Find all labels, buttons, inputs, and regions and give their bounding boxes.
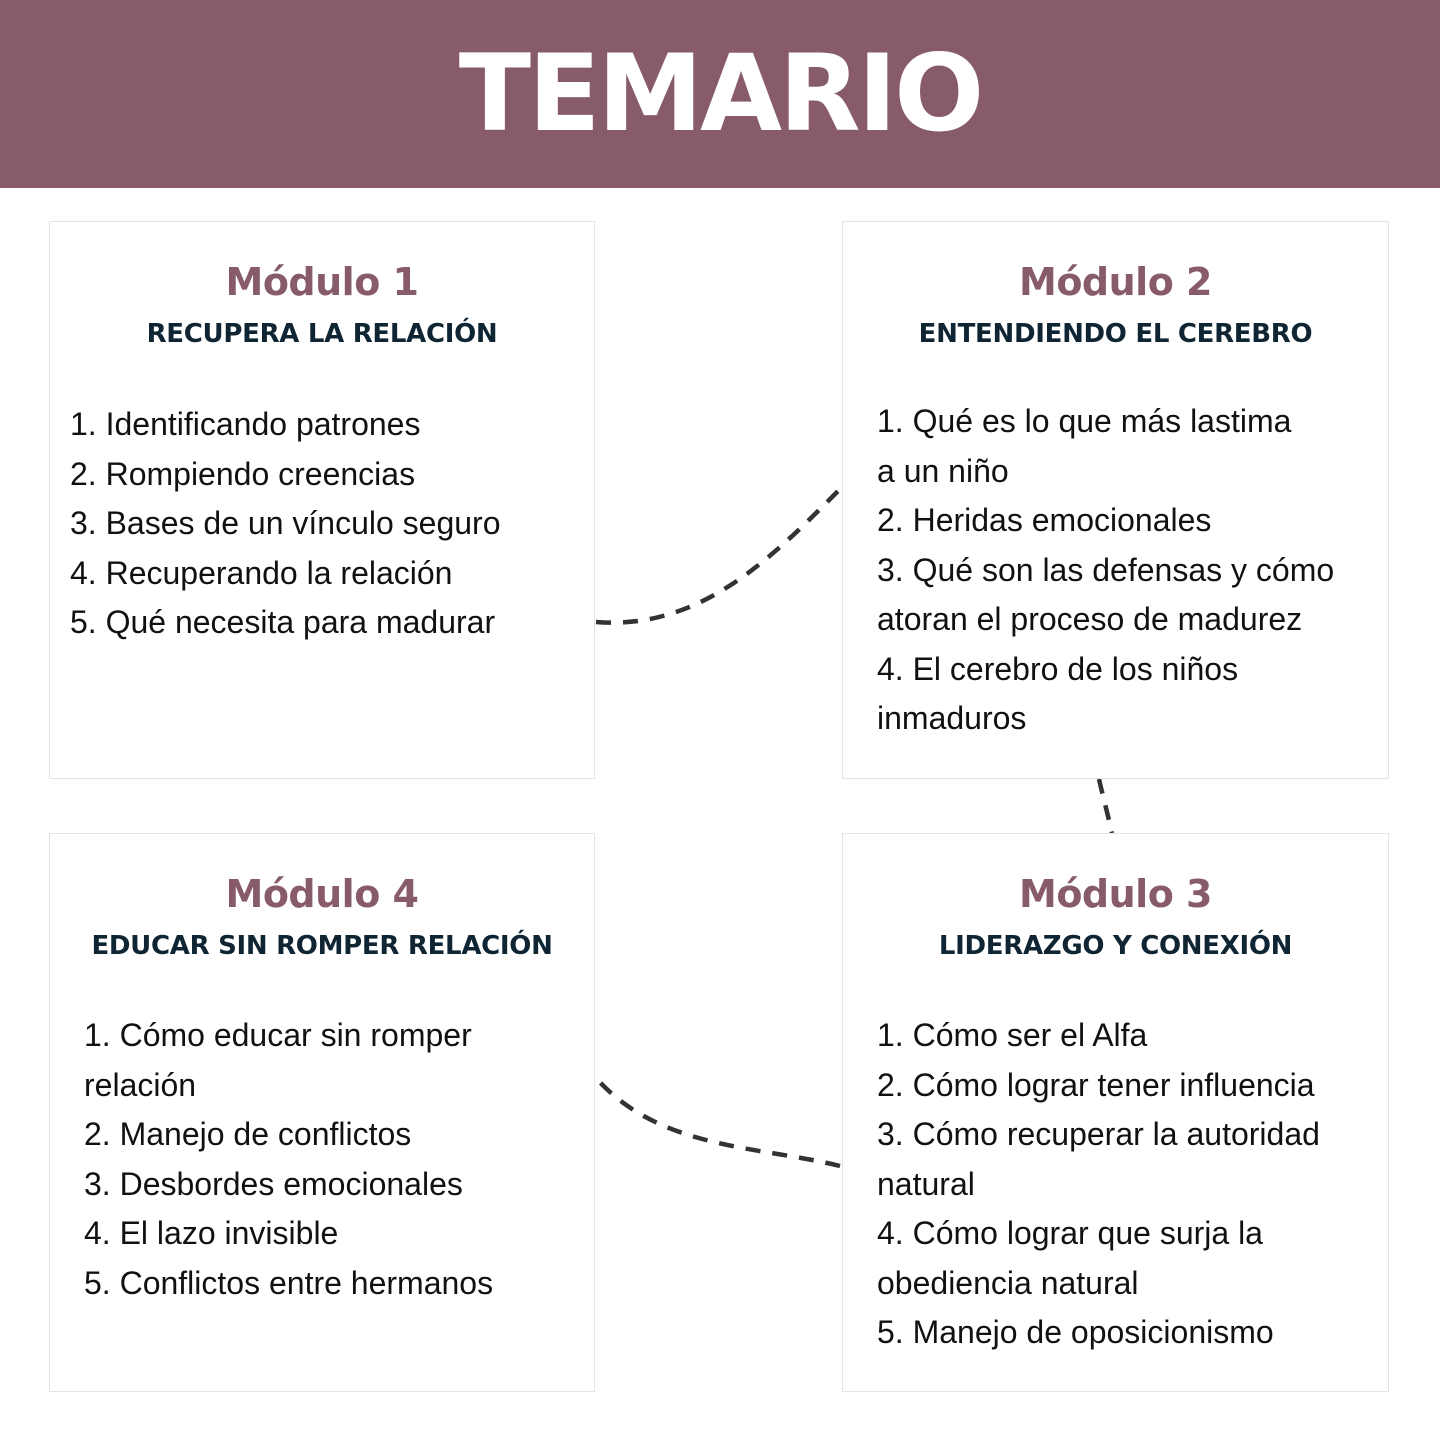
- topic-list: [877, 397, 1382, 744]
- list-item: 4. Recuperando la relación: [70, 554, 453, 591]
- list-item: 1. Cómo educar sin romper: [84, 1017, 472, 1053]
- topic-list: [877, 1011, 1382, 1358]
- connector-module-3-to-4: [596, 1078, 840, 1166]
- list-item: 2. Cómo lograr tener influencia: [877, 1066, 1315, 1103]
- module-card-3: [842, 833, 1389, 1392]
- list-item: 4. El cerebro de los niños: [877, 650, 1239, 687]
- list-item: 1. Cómo ser el Alfa: [877, 1017, 1148, 1053]
- connector-module-2-to-3: [1099, 779, 1112, 833]
- module-subtitle: EDUCAR SIN ROMPER RELACIÓN: [91, 931, 553, 961]
- module-card-4: [49, 833, 595, 1392]
- list-item: 3. Bases de un vínculo seguro: [70, 505, 501, 541]
- list-item: relación: [84, 1066, 197, 1103]
- module-label: Módulo 3: [1019, 872, 1212, 916]
- module-label: Módulo 1: [225, 260, 419, 304]
- list-item: 3. Desbordes emocionales: [84, 1165, 463, 1202]
- list-item: obediencia natural: [877, 1264, 1139, 1301]
- list-item: atoran el proceso de madurez: [877, 601, 1303, 637]
- list-item: 5. Manejo de oposicionismo: [877, 1314, 1274, 1350]
- module-subtitle: ENTENDIENDO EL CEREBRO: [918, 319, 1313, 349]
- topic-list: [70, 400, 590, 648]
- module-subtitle: RECUPERA LA RELACIÓN: [146, 319, 498, 349]
- list-item: natural: [877, 1165, 975, 1202]
- list-item: 3. Qué son las defensas y cómo: [877, 551, 1335, 588]
- list-item: 4. El lazo invisible: [84, 1215, 339, 1251]
- connector-module-1-to-2: [596, 487, 842, 623]
- module-card-1: [49, 221, 595, 779]
- module-subtitle: LIDERAZGO Y CONEXIÓN: [938, 931, 1293, 961]
- page-title: TEMARIO: [458, 32, 982, 155]
- topic-list: [84, 1011, 589, 1308]
- list-item: 1. Identificando patrones: [70, 406, 421, 442]
- list-item: 2. Rompiendo creencias: [70, 455, 416, 492]
- list-item: inmaduros: [877, 700, 1027, 736]
- list-item: 4. Cómo lograr que surja la: [877, 1215, 1263, 1251]
- list-item: 2. Heridas emocionales: [877, 502, 1212, 538]
- module-label: Módulo 4: [225, 872, 419, 916]
- list-item: 5. Qué necesita para madurar: [70, 604, 496, 640]
- list-item: 2. Manejo de conflictos: [84, 1116, 412, 1152]
- list-item: 1. Qué es lo que más lastima: [877, 403, 1292, 439]
- module-label: Módulo 2: [1019, 260, 1212, 304]
- list-item: a un niño: [877, 452, 1009, 489]
- list-item: 5. Conflictos entre hermanos: [84, 1264, 494, 1301]
- list-item: 3. Cómo recuperar la autoridad: [877, 1116, 1320, 1152]
- module-card-2: [842, 221, 1389, 779]
